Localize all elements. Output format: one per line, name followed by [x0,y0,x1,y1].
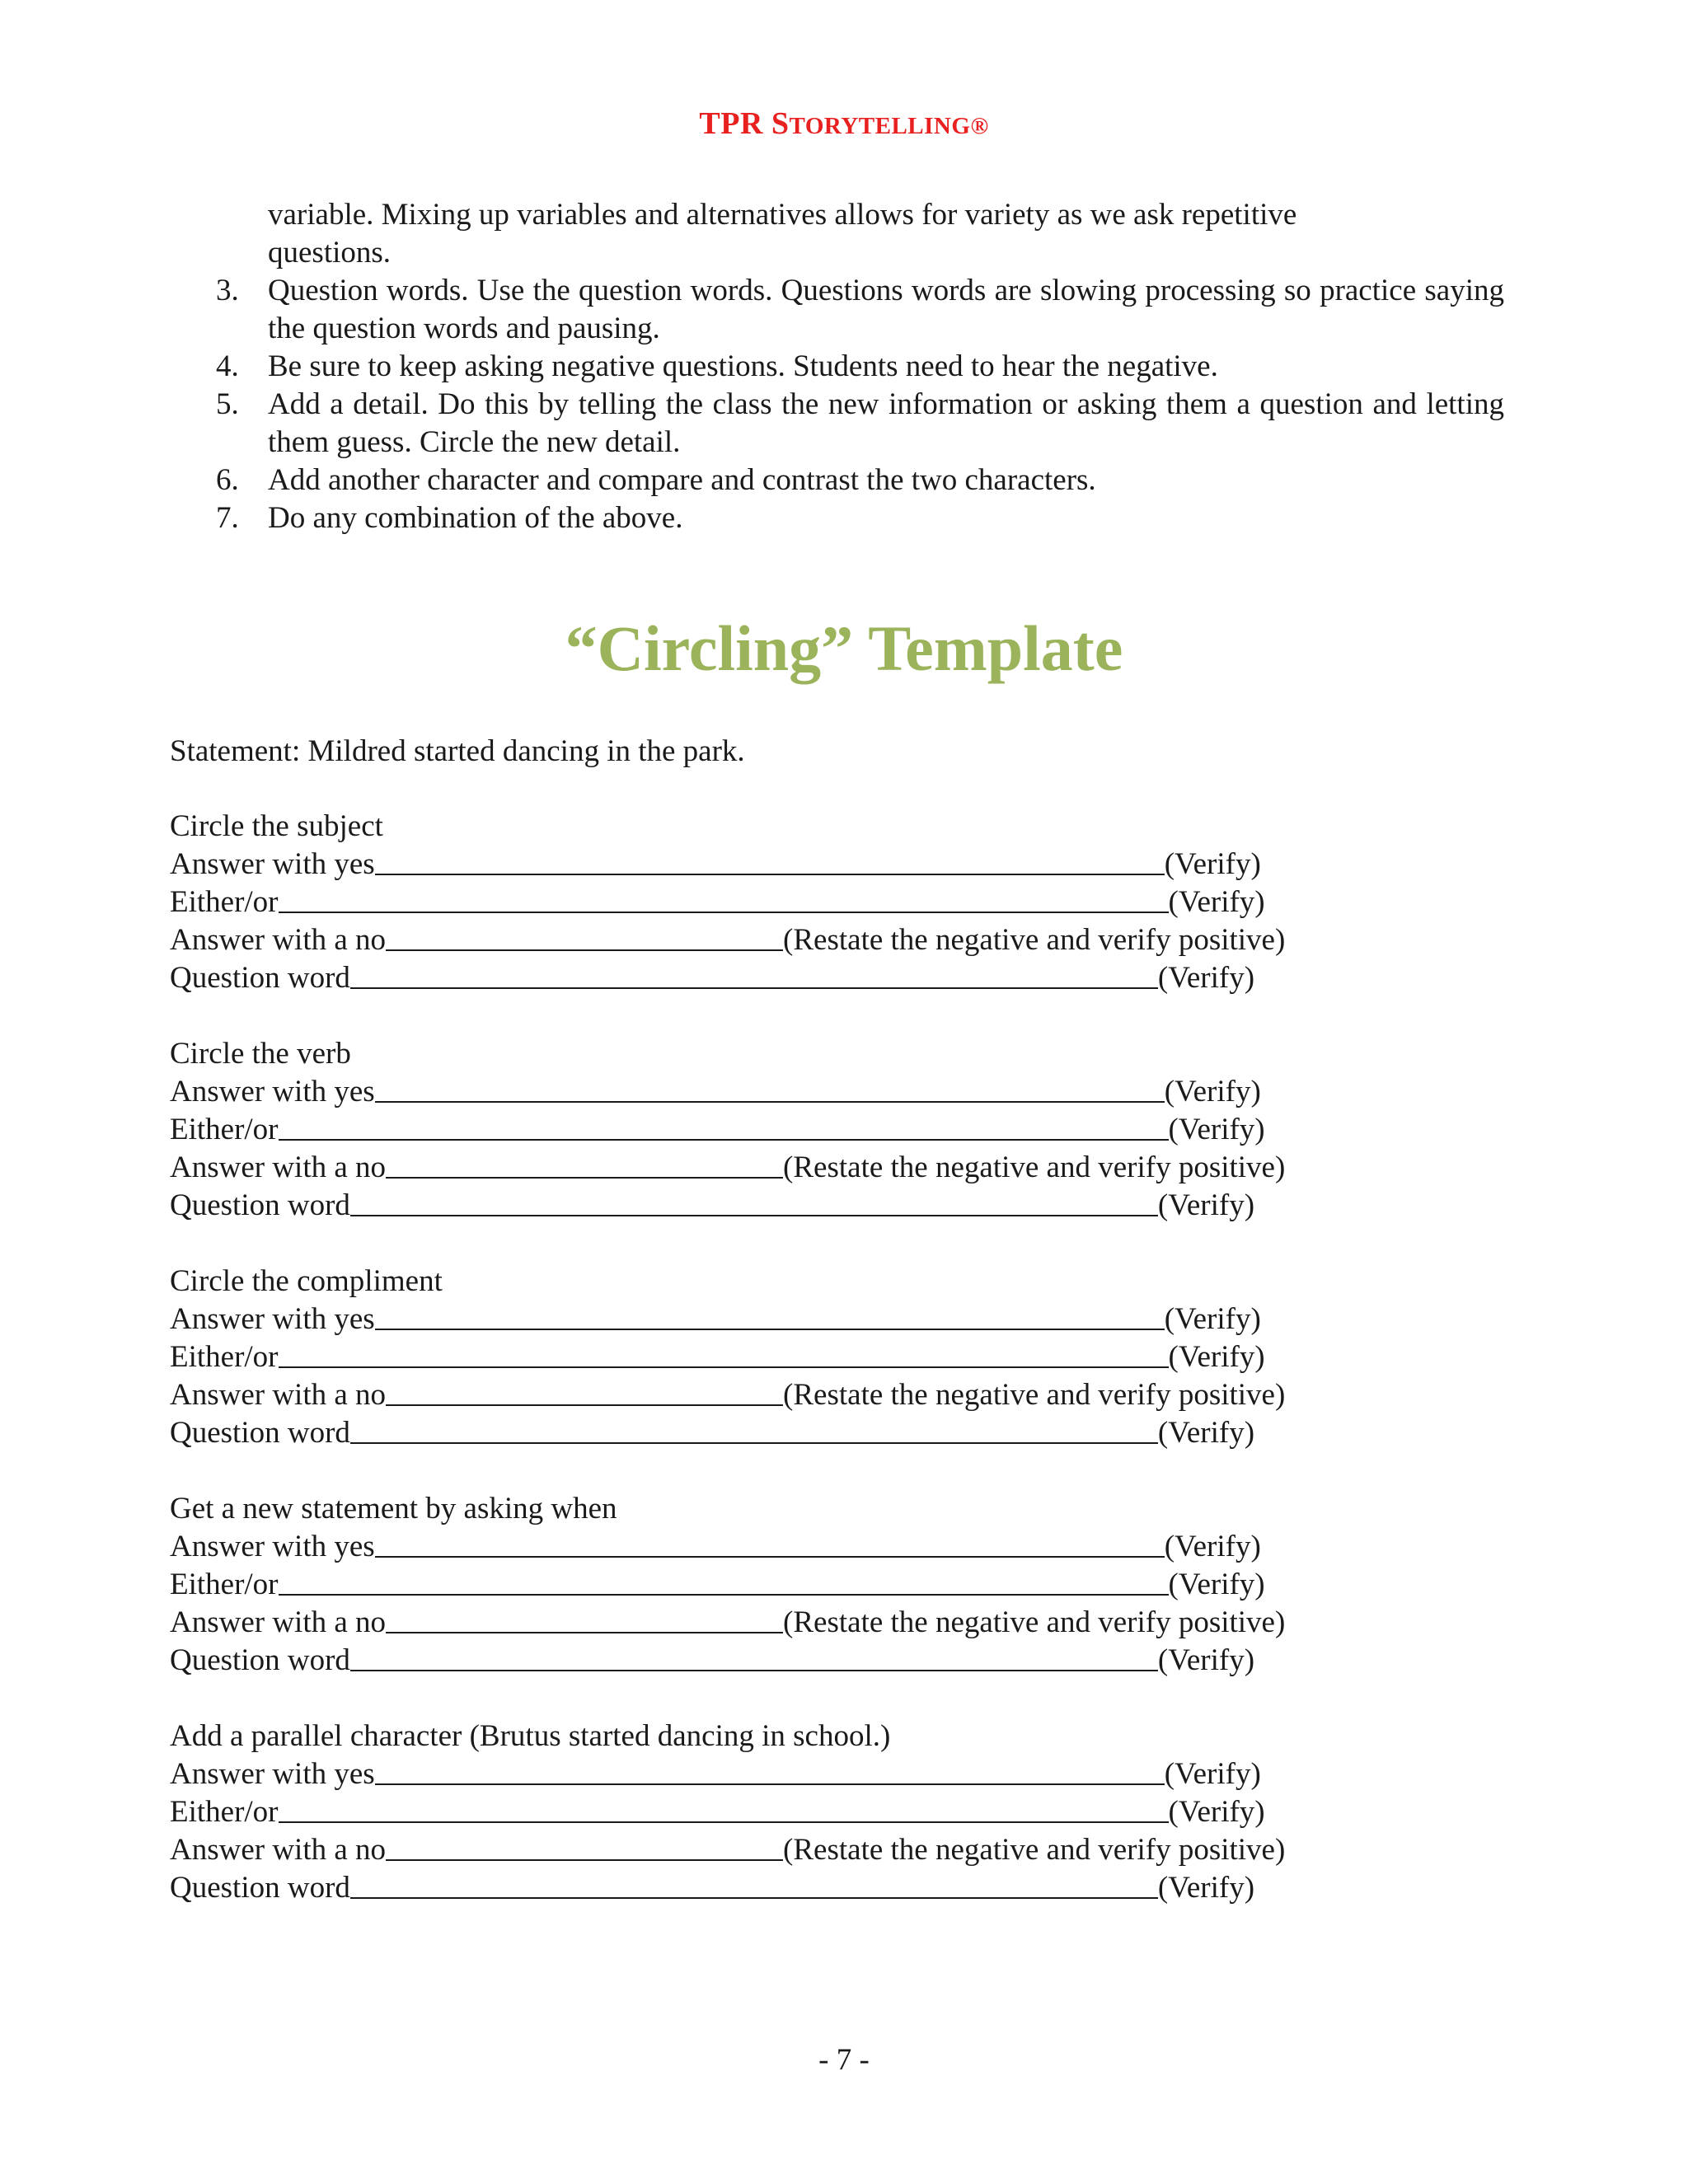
answer-yes-blank[interactable] [375,1301,1165,1330]
either-or-blank[interactable] [279,1111,1169,1141]
list-item-number: 4. [216,349,239,383]
header-registered-mark: ® [970,113,989,139]
section-heading: Circle the compliment [170,1264,443,1298]
list-item-text: Add another character and compare and contrast the two characters. [268,463,1096,497]
answer-yes-label: Answer with yes [170,1302,375,1336]
verify-label: (Verify) [1157,1188,1255,1222]
verify-label: (Verify) [1157,1871,1255,1905]
answer-no-blank[interactable] [386,1376,783,1406]
verify-label: (Verify) [1164,1530,1261,1563]
verify-label: (Verify) [1164,1302,1261,1336]
header-text-smallcaps: TORYTELLING [789,113,971,139]
answer-yes-blank[interactable] [375,1528,1165,1558]
restate-label: (Restate the negative and verify positive) [783,1151,1286,1184]
list-item-number: 7. [216,501,239,535]
list-item-text: Question words. Use the question words. Questions words are slowing processing so practice saying the question words and pausing. [268,274,1504,345]
question-word-blank[interactable] [350,959,1158,989]
either-or-blank[interactable] [279,1338,1169,1368]
answer-no-blank[interactable] [386,1831,783,1861]
question-word-blank[interactable] [350,1642,1158,1671]
verify-label: (Verify) [1164,1075,1261,1108]
restate-label: (Restate the negative and verify positive) [783,1833,1286,1867]
verify-label: (Verify) [1164,847,1261,881]
verify-label: (Verify) [1164,1757,1261,1791]
verify-label: (Verify) [1168,1340,1265,1374]
answer-yes-blank[interactable] [375,1073,1165,1103]
answer-yes-label: Answer with yes [170,1757,375,1791]
statement-line: Statement: Mildred started dancing in the park. [170,734,745,768]
page-number: - 7 - [818,2043,870,2077]
list-item-text: Add a detail. Do this by telling the class the new information or asking them a question and letting them guess. Circle the new detail. [268,387,1504,459]
continuation-line-1: variable. Mixing up variables and alternatives allows for variety as we ask repetitive [268,198,1297,232]
either-or-blank[interactable] [279,883,1169,913]
header-text-start: TPR S [699,106,790,141]
section-heading: Circle the subject [170,809,383,843]
verify-label: (Verify) [1157,961,1255,995]
answer-yes-blank[interactable] [375,846,1165,875]
question-word-label: Question word [170,961,350,995]
verify-label: (Verify) [1157,1643,1255,1677]
answer-no-label: Answer with a no [170,1378,387,1412]
list-item-text: Be sure to keep asking negative questions. Students need to hear the negative. [268,349,1218,383]
template-title: “Circling” Template [565,612,1123,684]
question-word-blank[interactable] [350,1187,1158,1216]
answer-no-label: Answer with a no [170,1151,387,1184]
answer-yes-label: Answer with yes [170,1075,375,1108]
section-heading: Add a parallel character (Brutus started dancing in school.) [170,1719,891,1753]
answer-no-blank[interactable] [386,1604,783,1633]
either-or-label: Either/or [170,1568,279,1601]
section-heading: Circle the verb [170,1037,351,1071]
verify-label: (Verify) [1168,885,1265,919]
question-word-label: Question word [170,1643,350,1677]
either-or-blank[interactable] [279,1566,1169,1596]
restate-label: (Restate the negative and verify positive) [783,1605,1286,1639]
question-word-blank[interactable] [350,1869,1158,1899]
either-or-blank[interactable] [279,1793,1169,1823]
either-or-label: Either/or [170,1113,279,1146]
answer-no-blank[interactable] [386,921,783,951]
answer-no-label: Answer with a no [170,1605,387,1639]
question-word-label: Question word [170,1871,350,1905]
list-item-text: Do any combination of the above. [268,501,683,535]
continuation-line-2: questions. [268,236,392,269]
restate-label: (Restate the negative and verify positive) [783,923,1286,957]
verify-label: (Verify) [1168,1795,1265,1829]
verify-label: (Verify) [1168,1113,1265,1146]
list-item-number: 5. [216,387,239,421]
answer-yes-label: Answer with yes [170,847,375,881]
verify-label: (Verify) [1168,1568,1265,1601]
question-word-blank[interactable] [350,1414,1158,1444]
answer-no-blank[interactable] [386,1149,783,1179]
answer-no-label: Answer with a no [170,923,387,957]
answer-yes-label: Answer with yes [170,1530,375,1563]
running-header [0,105,1688,142]
answer-no-label: Answer with a no [170,1833,387,1867]
question-word-label: Question word [170,1188,350,1222]
answer-yes-blank[interactable] [375,1755,1165,1785]
question-word-label: Question word [170,1416,350,1450]
list-item-number: 3. [216,274,239,307]
restate-label: (Restate the negative and verify positive) [783,1378,1286,1412]
either-or-label: Either/or [170,1795,279,1829]
list-item-number: 6. [216,463,239,497]
section-heading: Get a new statement by asking when [170,1492,617,1526]
verify-label: (Verify) [1157,1416,1255,1450]
either-or-label: Either/or [170,1340,279,1374]
either-or-label: Either/or [170,885,279,919]
